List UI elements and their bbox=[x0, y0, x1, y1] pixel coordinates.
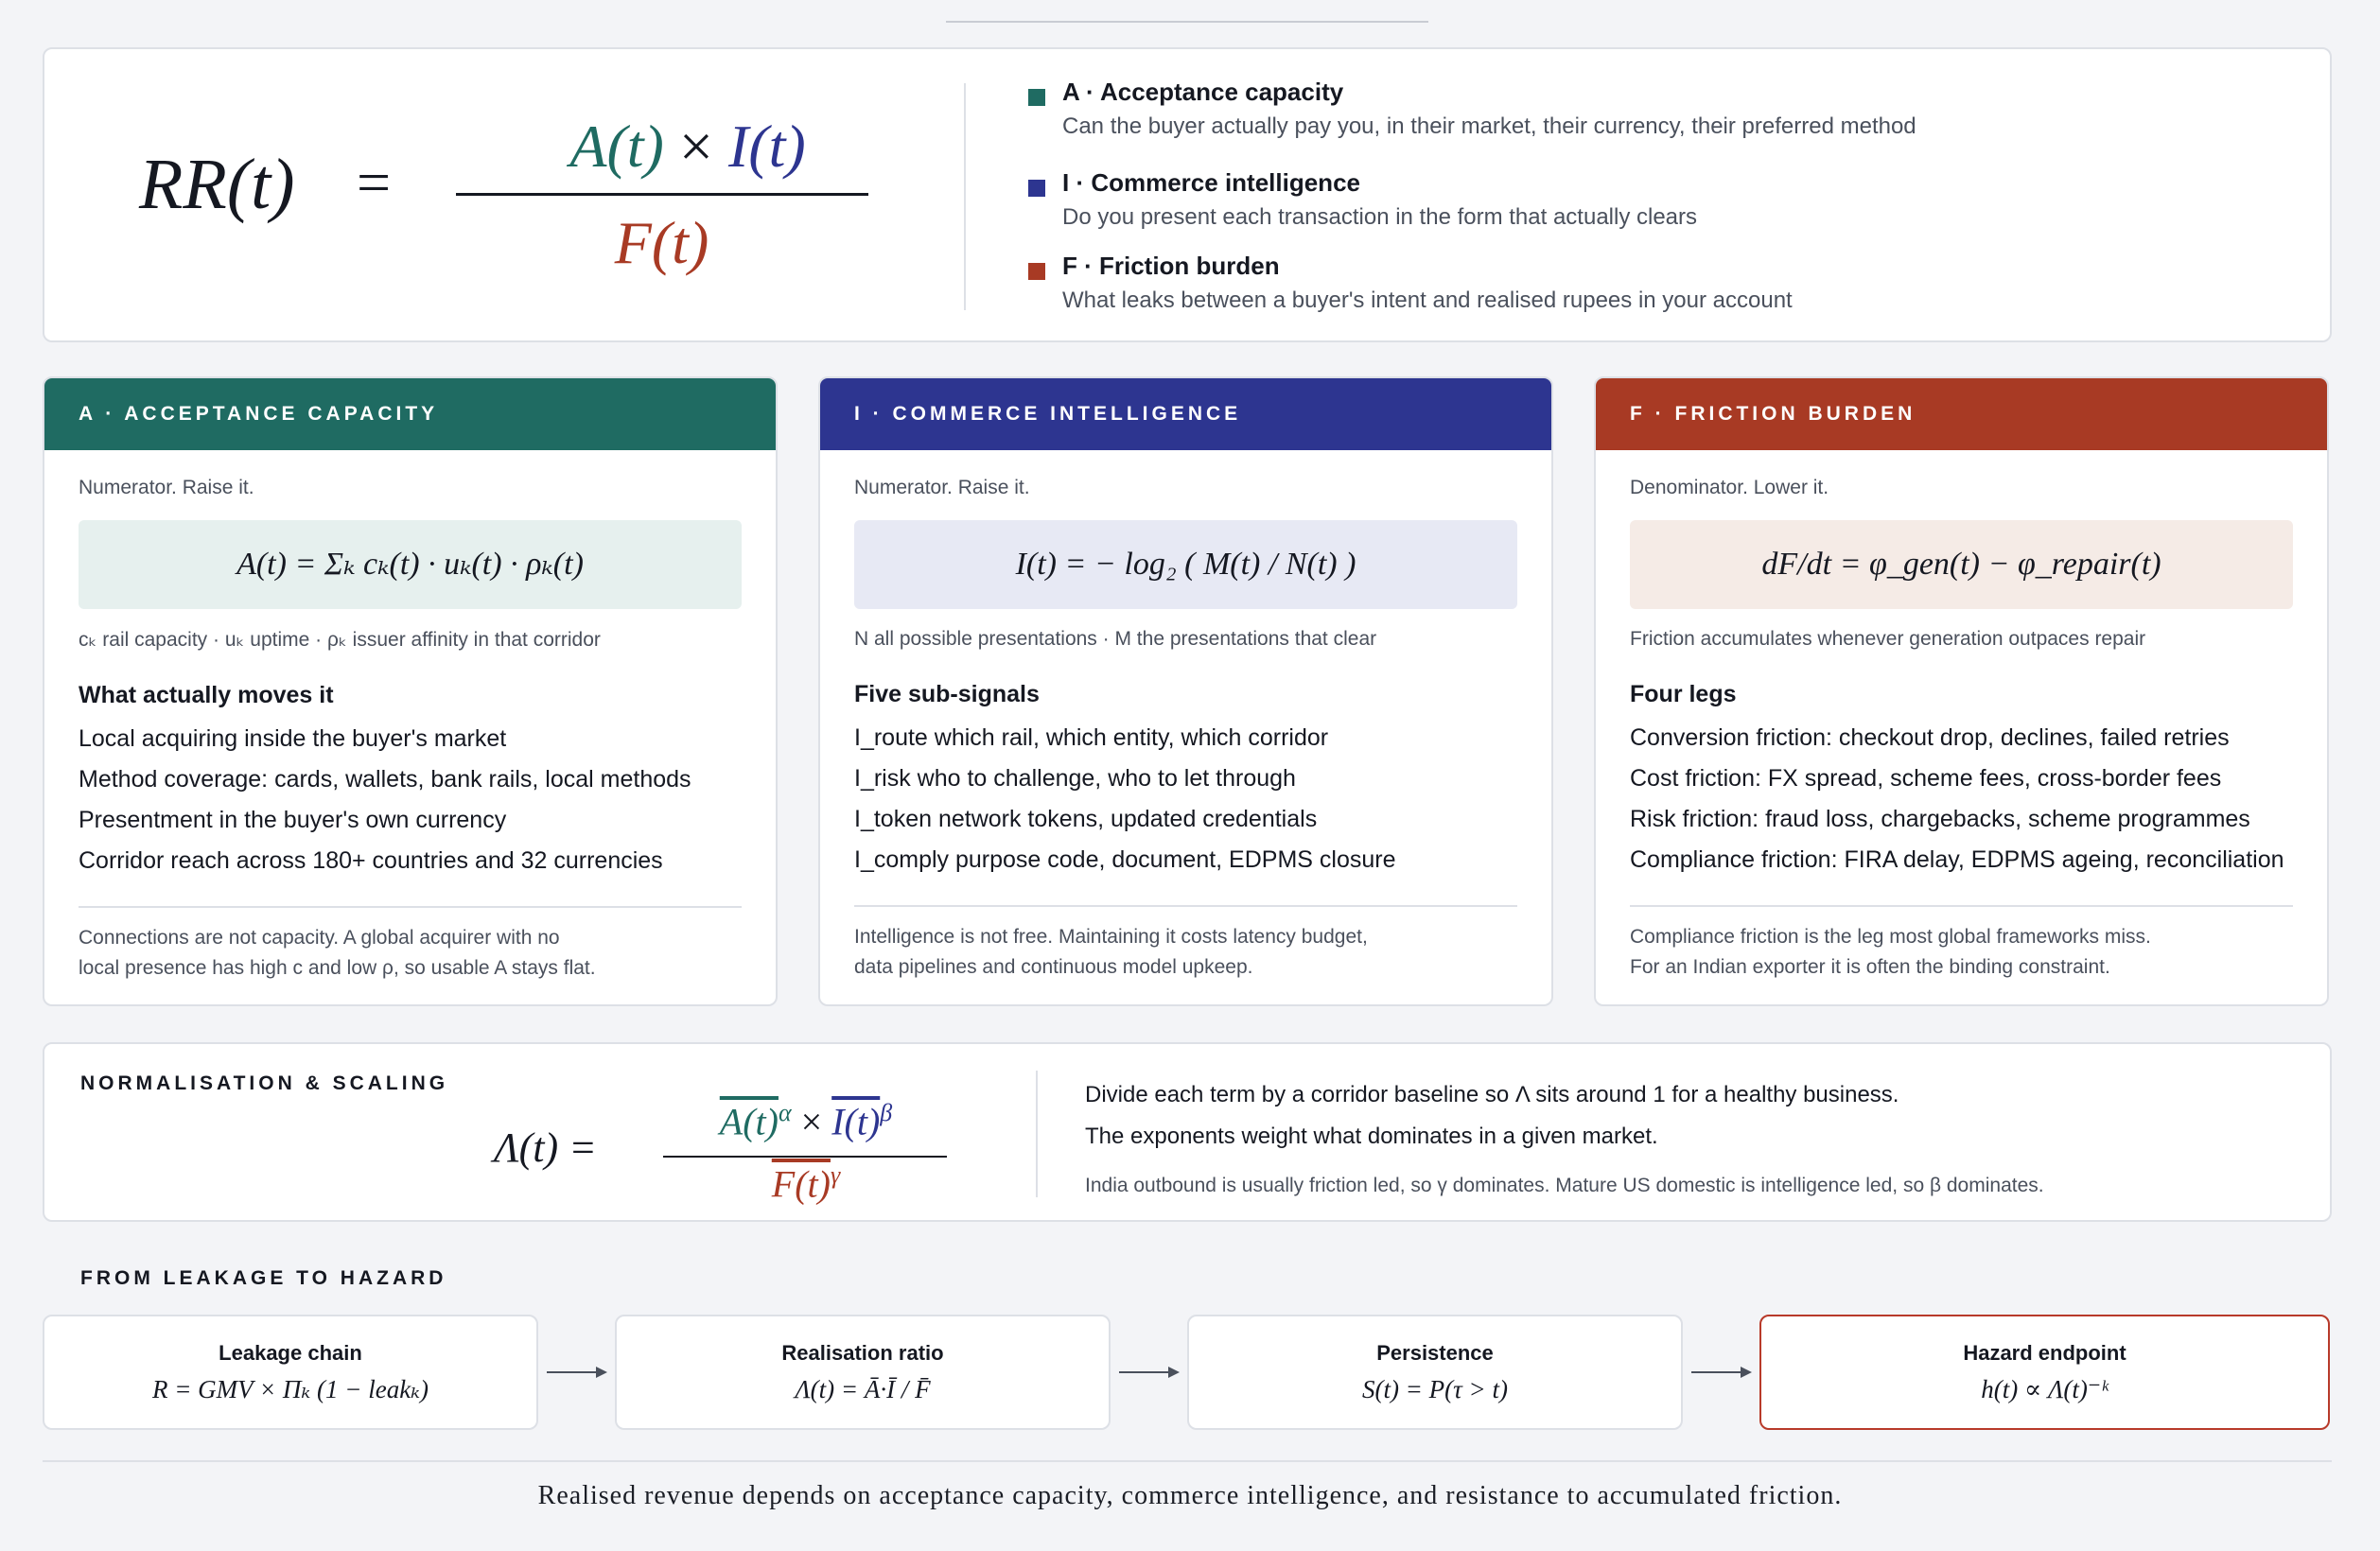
equation-lhs: RR(t) bbox=[139, 145, 295, 224]
card-formula: I(t) = − log₂ ( M(t) / N(t) ) bbox=[854, 520, 1517, 609]
flow-step-title: Persistence bbox=[1376, 1341, 1494, 1365]
section-label: FROM LEAKAGE TO HAZARD bbox=[80, 1267, 447, 1289]
list-item: Presentment in the buyer's own currency bbox=[79, 807, 507, 833]
card-list bbox=[854, 718, 1517, 880]
norm-exp-gamma: γ bbox=[830, 1161, 841, 1189]
card-footer-line: Connections are not capacity. A global acquirer with no bbox=[79, 927, 560, 949]
fraction-bar bbox=[456, 193, 868, 196]
card-subtitle: What actually moves it bbox=[79, 682, 334, 708]
list-item: I_route which rail, which entity, which corridor bbox=[854, 724, 1329, 751]
flow-step-hazard-endpoint bbox=[1759, 1315, 2330, 1430]
card-subtitle: Five sub-signals bbox=[854, 681, 1040, 707]
legend-desc: Do you present each transaction in the form that actually clears bbox=[1062, 204, 1698, 230]
list-item: Risk friction: fraud loss, chargebacks, scheme programmes bbox=[1630, 806, 2250, 832]
list-item: Method coverage: cards, wallets, bank rails, local methods bbox=[79, 766, 691, 793]
norm-exp-beta: β bbox=[880, 1099, 893, 1126]
card-footer-line: Compliance friction is the leg most global frameworks miss. bbox=[1630, 926, 2151, 948]
list-item: I_risk who to challenge, who to let through bbox=[854, 765, 1296, 792]
norm-divider bbox=[1036, 1071, 1038, 1197]
bottom-rule bbox=[43, 1460, 2332, 1462]
commerce-intelligence-card bbox=[818, 376, 1553, 1006]
card-list bbox=[79, 719, 742, 881]
arrow-right-icon bbox=[1691, 1363, 1752, 1382]
flow-step-realisation-ratio bbox=[615, 1315, 1111, 1430]
equation-denominator: F(t) bbox=[614, 209, 709, 276]
card-footer bbox=[79, 923, 742, 984]
flow-step-formula: S(t) = P(τ > t) bbox=[1361, 1375, 1509, 1403]
legend-swatch-f bbox=[1028, 263, 1045, 280]
card-list bbox=[1630, 718, 2293, 880]
norm-times: × bbox=[800, 1100, 823, 1143]
normalisation-panel bbox=[43, 1042, 2332, 1222]
card-divider bbox=[1630, 905, 2293, 907]
norm-lhs: Λ(t) = bbox=[494, 1124, 597, 1171]
numerator-a: A(t) bbox=[569, 113, 664, 180]
flow-step-title: Leakage chain bbox=[219, 1341, 362, 1365]
numerator-times: × bbox=[678, 113, 713, 180]
list-item: I_comply purpose code, document, EDPMS closure bbox=[854, 846, 1396, 873]
norm-note: India outbound is usually friction led, so γ dominates. Mature US domestic is intelligence led, so β dominates. bbox=[1085, 1175, 2044, 1196]
friction-burden-card bbox=[1594, 376, 2329, 1006]
legend-swatch-i bbox=[1028, 180, 1045, 197]
norm-denominator bbox=[664, 1161, 948, 1206]
legend-desc: Can the buyer actually pay you, in their market, their currency, their preferred method bbox=[1062, 113, 1916, 139]
norm-term-f: F(t) bbox=[771, 1162, 831, 1206]
card-footer-line: Intelligence is not free. Maintaining it costs latency budget, bbox=[854, 926, 1368, 948]
legend-swatch-a bbox=[1028, 89, 1045, 106]
section-label: NORMALISATION & SCALING bbox=[80, 1072, 449, 1094]
card-header: F · FRICTION BURDEN bbox=[1596, 378, 2327, 450]
card-footer bbox=[854, 922, 1517, 983]
numerator-i: I(t) bbox=[727, 113, 806, 180]
card-note: Numerator. Raise it. bbox=[79, 477, 254, 498]
legend-desc: What leaks between a buyer's intent and realised rupees in your account bbox=[1062, 288, 1793, 313]
norm-fraction-bar bbox=[663, 1156, 947, 1158]
list-item: Compliance friction: FIRA delay, EDPMS ageing, reconciliation bbox=[1630, 846, 2284, 873]
list-item: Conversion friction: checkout drop, declines, failed retries bbox=[1630, 724, 2230, 751]
card-footer-line: local presence has high c and low ρ, so usable A stays flat. bbox=[79, 957, 596, 979]
norm-term-i: I(t) bbox=[831, 1100, 881, 1143]
card-divider bbox=[79, 906, 742, 908]
top-rule bbox=[946, 21, 1428, 23]
card-footer-line: For an Indian exporter it is often the binding constraint. bbox=[1630, 956, 2110, 978]
acceptance-capacity-card bbox=[43, 376, 778, 1006]
flow-step-formula: R = GMV × Πₖ (1 − leakₖ) bbox=[151, 1375, 429, 1403]
list-item: I_token network tokens, updated credentials bbox=[854, 806, 1318, 832]
flow-step-title: Hazard endpoint bbox=[1963, 1341, 2126, 1365]
norm-term-a: A(t) bbox=[719, 1100, 779, 1143]
card-divider bbox=[854, 905, 1517, 907]
card-formula: A(t) = Σₖ cₖ(t) · uₖ(t) · ρₖ(t) bbox=[79, 520, 742, 609]
flow-step-leakage-chain bbox=[43, 1315, 538, 1430]
flow-step-persistence bbox=[1187, 1315, 1683, 1430]
legend-title: A · Acceptance capacity bbox=[1062, 78, 1344, 106]
arrow-right-icon bbox=[547, 1363, 607, 1382]
summary-caption: Realised revenue depends on acceptance capacity, commerce intelligence, and resistance to accumulated friction. bbox=[537, 1481, 1843, 1510]
equation-equals: = bbox=[357, 148, 392, 216]
list-item: Cost friction: FX spread, scheme fees, cross-border fees bbox=[1630, 765, 2222, 792]
arrow-right-icon bbox=[1119, 1363, 1180, 1382]
norm-exp-alpha: α bbox=[778, 1099, 792, 1126]
norm-text-line: Divide each term by a corridor baseline so Λ sits around 1 for a healthy business. bbox=[1085, 1082, 1899, 1107]
card-note: Denominator. Lower it. bbox=[1630, 477, 1829, 498]
card-footer-line: data pipelines and continuous model upkeep. bbox=[854, 956, 1253, 978]
card-note: Numerator. Raise it. bbox=[854, 477, 1030, 498]
card-header: I · COMMERCE INTELLIGENCE bbox=[820, 378, 1551, 450]
list-item: Corridor reach across 180+ countries and 32 currencies bbox=[79, 847, 663, 874]
legend-title: F · Friction burden bbox=[1062, 252, 1280, 280]
flow-step-title: Realisation ratio bbox=[781, 1341, 944, 1365]
legend-title: I · Commerce intelligence bbox=[1062, 168, 1360, 197]
equation-numerator bbox=[451, 112, 924, 182]
norm-numerator bbox=[664, 1099, 948, 1143]
card-variables: N all possible presentations · M the presentations that clear bbox=[854, 628, 1377, 650]
card-footer bbox=[1630, 922, 2293, 983]
list-item: Local acquiring inside the buyer's market bbox=[79, 725, 507, 752]
card-header: A · ACCEPTANCE CAPACITY bbox=[44, 378, 776, 450]
card-variables: cₖ rail capacity · uₖ uptime · ρₖ issuer affinity in that corridor bbox=[79, 629, 601, 651]
flow-step-formula: Λ(t) = Ā·Ī / F̄ bbox=[795, 1375, 931, 1403]
flow-step-formula: h(t) ∝ Λ(t)⁻ᵏ bbox=[1981, 1375, 2109, 1403]
norm-text-line: The exponents weight what dominates in a given market. bbox=[1085, 1124, 1658, 1149]
card-subtitle: Four legs bbox=[1630, 681, 1737, 707]
master-equation-panel bbox=[43, 47, 2332, 342]
card-variables: Friction accumulates whenever generation outpaces repair bbox=[1630, 628, 2146, 650]
card-formula: dF/dt = φ_gen(t) − φ_repair(t) bbox=[1630, 520, 2293, 609]
hero-divider bbox=[964, 83, 966, 310]
